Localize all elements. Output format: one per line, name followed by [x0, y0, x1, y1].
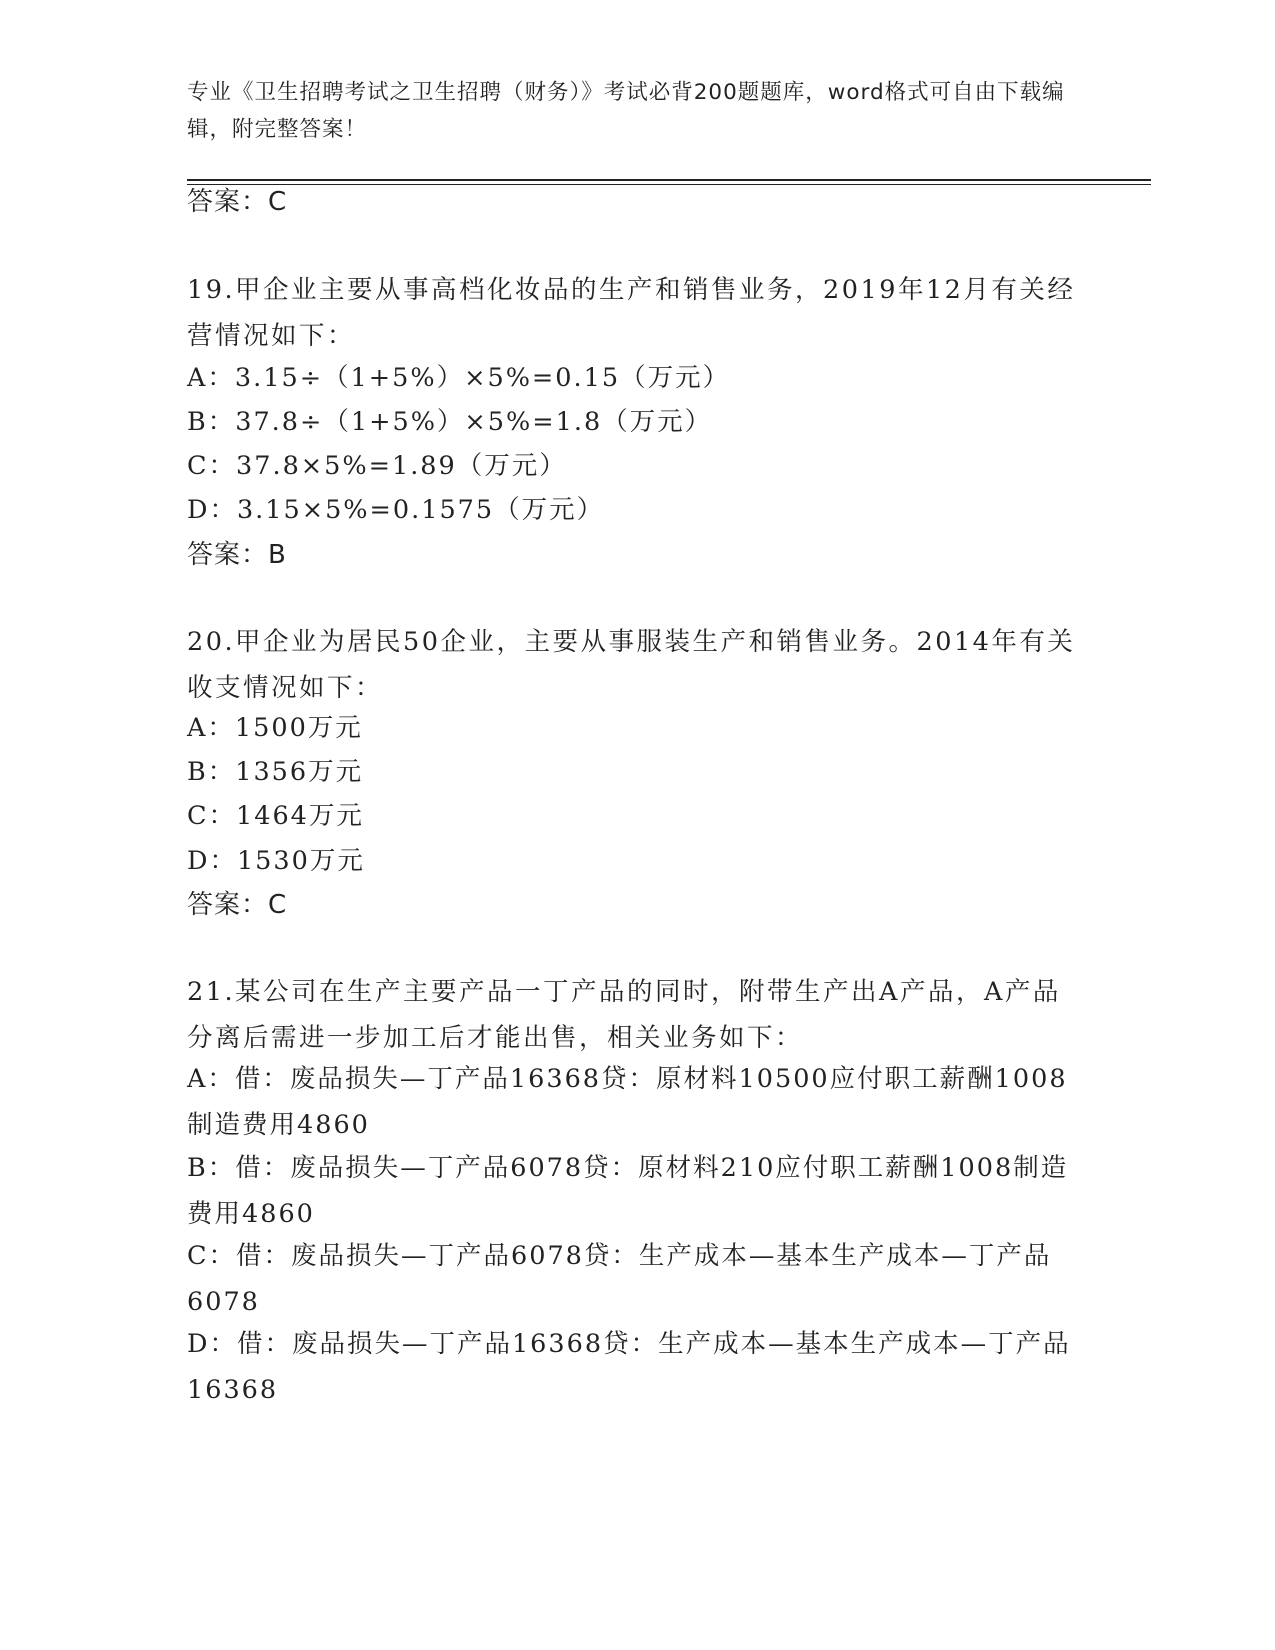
question-20-option-b: B：1356万元 [187, 757, 364, 787]
question-20-stem: 20.甲企业为居民50企业，主要从事服装生产和销售业务。2014年有关收支情况如下： [187, 627, 1076, 703]
document-header: 专业《卫生招聘考试之卫生招聘（财务）》考试必背200题题库，word格式可自由下载编辑，附完整答案！ [187, 80, 1065, 142]
question-21-stem: 21.某公司在生产主要产品一丁产品的同时，附带生产出A产品，A产品分离后需进一步加工后才能出售，相关业务如下： [187, 977, 1061, 1053]
question-19-option-a: A：3.15÷（1+5%）×5%=0.15（万元） [187, 363, 731, 393]
question-20-option-d: D：1530万元 [187, 846, 365, 876]
question-19-stem: 19.甲企业主要从事高档化妆品的生产和销售业务，2019年12月有关经营情况如下： [187, 275, 1076, 351]
header-rule-thick [187, 179, 1151, 181]
question-19-answer: 答案：B [187, 540, 287, 570]
question-21-option-d: D：借：废品损失—丁产品16368贷：生产成本—基本生产成本—丁产品16368 [187, 1329, 1071, 1405]
question-21-option-c: C：借：废品损失—丁产品6078贷：生产成本—基本生产成本—丁产品6078 [187, 1241, 1052, 1317]
question-20-option-c: C：1464万元 [187, 801, 364, 831]
question-19-option-b: B：37.8÷（1+5%）×5%=1.8（万元） [187, 407, 713, 437]
question-20-answer: 答案：C [187, 890, 288, 920]
previous-answer: 答案：C [187, 187, 288, 217]
question-20-option-a: A：1500万元 [187, 713, 363, 743]
question-19-option-d: D：3.15×5%=0.1575（万元） [187, 495, 605, 525]
question-21-option-a: A：借：废品损失—丁产品16368贷：原材料10500应付职工薪酬1008制造费用4860 [187, 1064, 1068, 1140]
question-19-option-c: C：37.8×5%=1.89（万元） [187, 451, 567, 481]
question-21-option-b: B：借：废品损失—丁产品6078贷：原材料210应付职工薪酬1008制造费用4860 [187, 1153, 1069, 1229]
